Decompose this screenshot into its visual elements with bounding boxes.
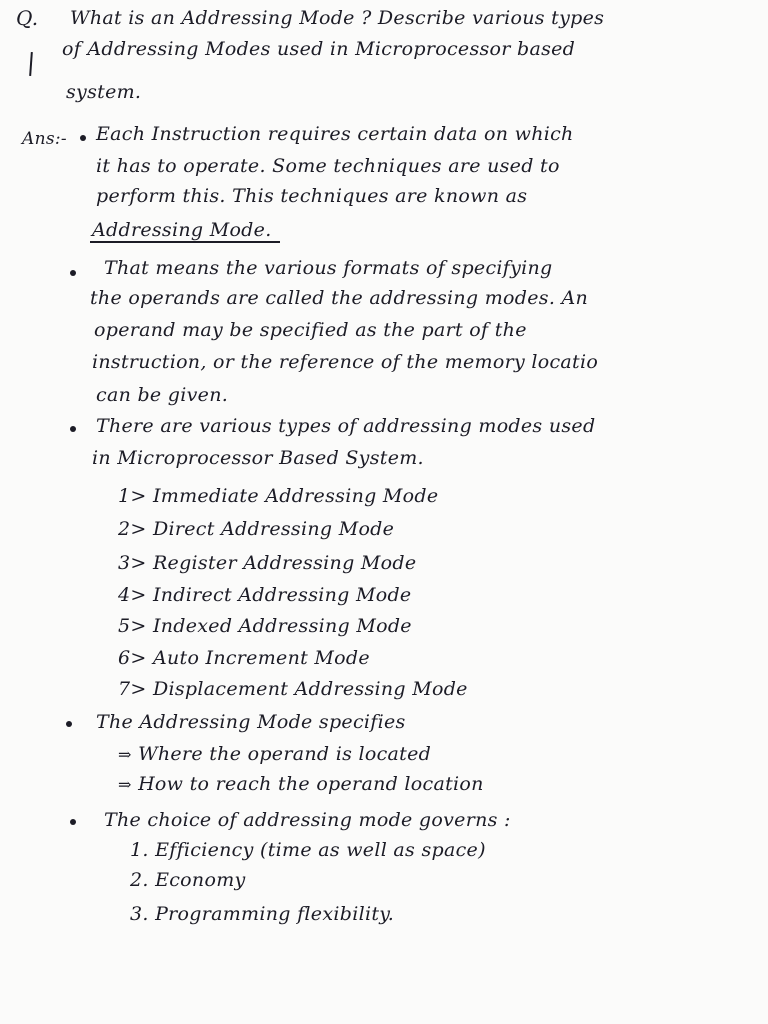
addressing-mode-underline (90, 241, 280, 243)
governs-3: 3. Programming flexibility. (130, 903, 395, 925)
answer-label: Ans:- (22, 129, 67, 149)
b1-line-2: it has to operate. Some techniques are used to (96, 155, 560, 177)
b4-line: The Addressing Mode specifies (96, 711, 406, 733)
bullet-3 (70, 426, 76, 432)
question-line-2: of Addressing Modes used in Microprocessor based (62, 38, 576, 60)
b1-line-1: Each Instruction requires certain data on which (96, 123, 574, 145)
question-line-3: system. (66, 81, 142, 103)
mode-4: 4> Indirect Addressing Mode (118, 584, 412, 606)
question-label: Q. (16, 6, 39, 30)
mode-3: 3> Register Addressing Mode (118, 552, 417, 574)
b3-line-2: in Microprocessor Based System. (92, 447, 424, 469)
bullet-2 (70, 270, 76, 276)
mode-1: 1> Immediate Addressing Mode (118, 485, 439, 507)
arrow-icon: ⇒ (118, 775, 132, 794)
margin-bar (29, 52, 33, 76)
b1-line-4: Addressing Mode. (92, 219, 272, 241)
arrow-icon: ⇒ (118, 745, 132, 764)
mode-2: 2> Direct Addressing Mode (118, 518, 395, 540)
b2-line-2: the operands are called the addressing modes. An (90, 287, 589, 309)
question-line-1: What is an Addressing Mode ? Describe various types (70, 7, 605, 29)
b2-line-4: instruction, or the reference of the memory locatio (92, 351, 599, 373)
governs-1: 1. Efficiency (time as well as space) (130, 839, 486, 861)
b2-line-5: can be given. (96, 384, 229, 406)
specifies-1: ⇒ Where the operand is located (118, 743, 432, 765)
specifies-2: ⇒ How to reach the operand location (118, 773, 484, 795)
bullet-1 (80, 135, 86, 141)
mode-7: 7> Displacement Addressing Mode (118, 678, 468, 700)
mode-5: 5> Indexed Addressing Mode (118, 615, 412, 637)
b2-line-3: operand may be specified as the part of the (94, 319, 527, 341)
b5-line: The choice of addressing mode governs : (104, 809, 511, 831)
governs-2: 2. Economy (130, 869, 246, 891)
b1-line-3: perform this. This techniques are known as (96, 185, 528, 207)
b2-line-1: That means the various formats of specifying (104, 257, 553, 279)
mode-6: 6> Auto Increment Mode (118, 647, 370, 669)
bullet-4 (66, 721, 72, 727)
bullet-5 (70, 819, 76, 825)
b3-line-1: There are various types of addressing modes used (96, 415, 596, 437)
